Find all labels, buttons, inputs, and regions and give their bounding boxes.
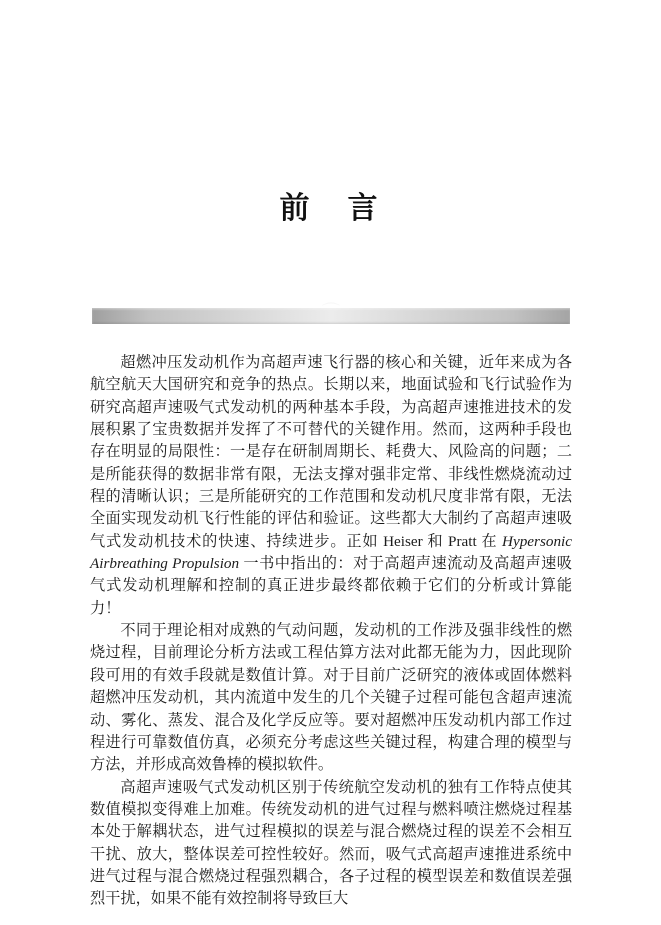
book-title-italic: Hypersonic Airbreathing Propulsion <box>90 532 572 573</box>
text-run: 超燃冲压发动机作为高超声速飞行器的核心和关键，近年来成为各航空航天大国研究和竞争的热点。长期以来，地面试验和飞行试验作为研究高超声速吸气式发动机的两种基本手段，为高超声速推进技术的发展积累了宝贵数据并发挥了不可替代的关键作用。然而，这两种手段也存在明显的局限性：一是存在研制周期长、耗费大、风险高的问题；二是所能获得的数据非常有限，无法支撑对强非定常、非线性燃烧流动过程的清晰认识；三是所能研究的工作范围和发动机尺度非常有限，无法全面实现发动机飞行性能的评估和验证。这些都大大制约了高超声速吸气式发动机技术的快速、持续进步。正如 Heiser 和 Pratt 在 <box>90 354 572 550</box>
paragraph <box>90 777 572 911</box>
text-run: 不同于理论相对成熟的气动问题，发动机的工作涉及强非线性的燃烧过程，目前理论分析方法或工程估算方法对此都无能为力，因此现阶段可用的有效手段就是数值计算。对于目前广泛研究的液体或固体燃料超燃冲压发动机，其内流道中发生的几个关键子过程可能包含超声速流动、雾化、蒸发、混合及化学反应等。要对超燃冲压发动机内部工作过程进行可靠数值仿真，必须充分考虑这些关键过程，构建合理的模型与方法，并形成高效鲁棒的模拟软件。 <box>90 622 572 774</box>
text-run: 高超声速吸气式发动机区别于传统航空发动机的独有工作特点使其数值模拟变得难上加难。传统发动机的进气过程与燃料喷注燃烧过程基本处于解耦状态，进气过程模拟的误差与混合燃烧过程的误差不会相互干扰、放大，整体误差可控性较好。然而，吸气式高超声速推进系统中进气过程与混合燃烧过程强烈耦合，各子过程的模型误差和数值误差强烈干扰，如果不能有效控制将导致巨大 <box>90 778 572 908</box>
paragraph <box>90 620 572 776</box>
scan-artifact-band <box>92 302 570 324</box>
page-title: 前 言 <box>279 191 382 226</box>
paragraph <box>90 352 572 620</box>
body-text <box>90 352 572 911</box>
arc-glyph: ⌒ <box>322 302 340 323</box>
text-run: 一书中指出的：对于高超声速流动及高超声速吸气式发动机理解和控制的真正进步最终都依赖于它们的分析或计算能力！ <box>90 555 572 617</box>
